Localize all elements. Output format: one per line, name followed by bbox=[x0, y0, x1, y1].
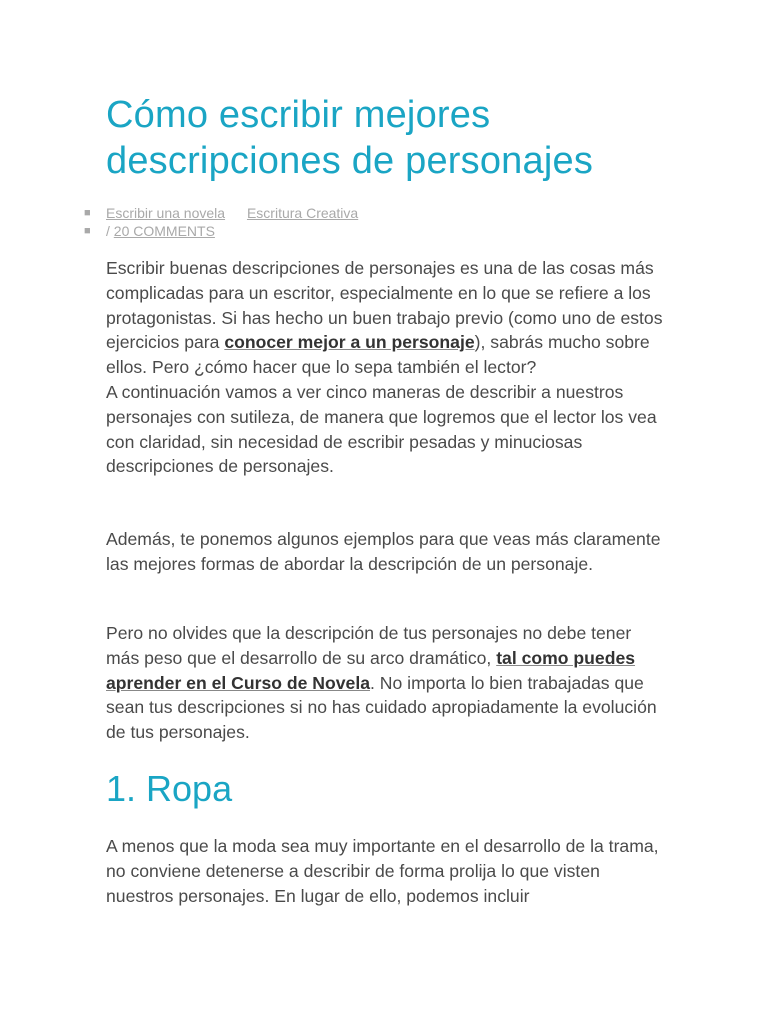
intro-text-c: A continuación vamos a ver cinco maneras de describir a nuestros personajes con sutileza, de manera que logremos que el lector los vea con claridad, sin necesidad de escribir pesadas y minuciosas descripciones de personajes. bbox=[106, 381, 657, 477]
comments-link[interactable]: 20 COMMENTS bbox=[113, 223, 215, 239]
category-link-escribir-novela[interactable]: Escribir una novela bbox=[106, 205, 226, 221]
course-text-b: . No importa lo bien trabajadas que sean tus descripciones si no has cuidado apropiadamente la evolución de tus personajes. bbox=[106, 672, 657, 743]
article-meta-list bbox=[84, 204, 358, 240]
category-link-escritura-creativa[interactable]: Escritura Creativa bbox=[246, 205, 359, 221]
course-paragraph bbox=[106, 621, 666, 745]
meta-categories-item bbox=[84, 204, 358, 222]
course-text-a: Pero no olvides que la descripción de tus personajes no debe tener más peso que el desarrollo de su arco dramático, bbox=[106, 623, 632, 668]
link-conocer-personaje[interactable]: conocer mejor a un personaje bbox=[224, 332, 475, 353]
section-heading-ropa: 1. Ropa bbox=[106, 768, 233, 809]
intro-text-a: Escribir buenas descripciones de personajes es una de las cosas más complicadas para un escritor, especialmente en lo que se refiere a los protagonistas. Si has hecho un buen trabajo previo (como uno de estos ejercicios para bbox=[106, 258, 663, 353]
intro-paragraph bbox=[106, 256, 666, 479]
intro-text-b: ), sabrás mucho sobre ellos. Pero ¿cómo hacer que lo sepa también el lector? bbox=[106, 332, 650, 378]
examples-paragraph: Además, te ponemos algunos ejemplos para que veas más claramente las mejores formas de abordar la descripción de un personaje. bbox=[106, 529, 661, 574]
bullet-icon: ■ bbox=[84, 225, 91, 237]
meta-comments-item bbox=[84, 222, 358, 240]
bullet-icon: ■ bbox=[84, 207, 91, 219]
article-title: Cómo escribir mejores descripciones de personajes bbox=[106, 94, 594, 182]
meta-separator: / bbox=[106, 223, 110, 239]
link-curso-novela[interactable]: tal como puedes aprender en el Curso de Novela bbox=[106, 647, 636, 693]
section-ropa-paragraph: A menos que la moda sea muy importante en el desarrollo de la trama, no conviene detenerse a describir de forma prolija lo que visten nuestros personajes. En lugar de ello, podemos incluir bbox=[106, 836, 659, 906]
